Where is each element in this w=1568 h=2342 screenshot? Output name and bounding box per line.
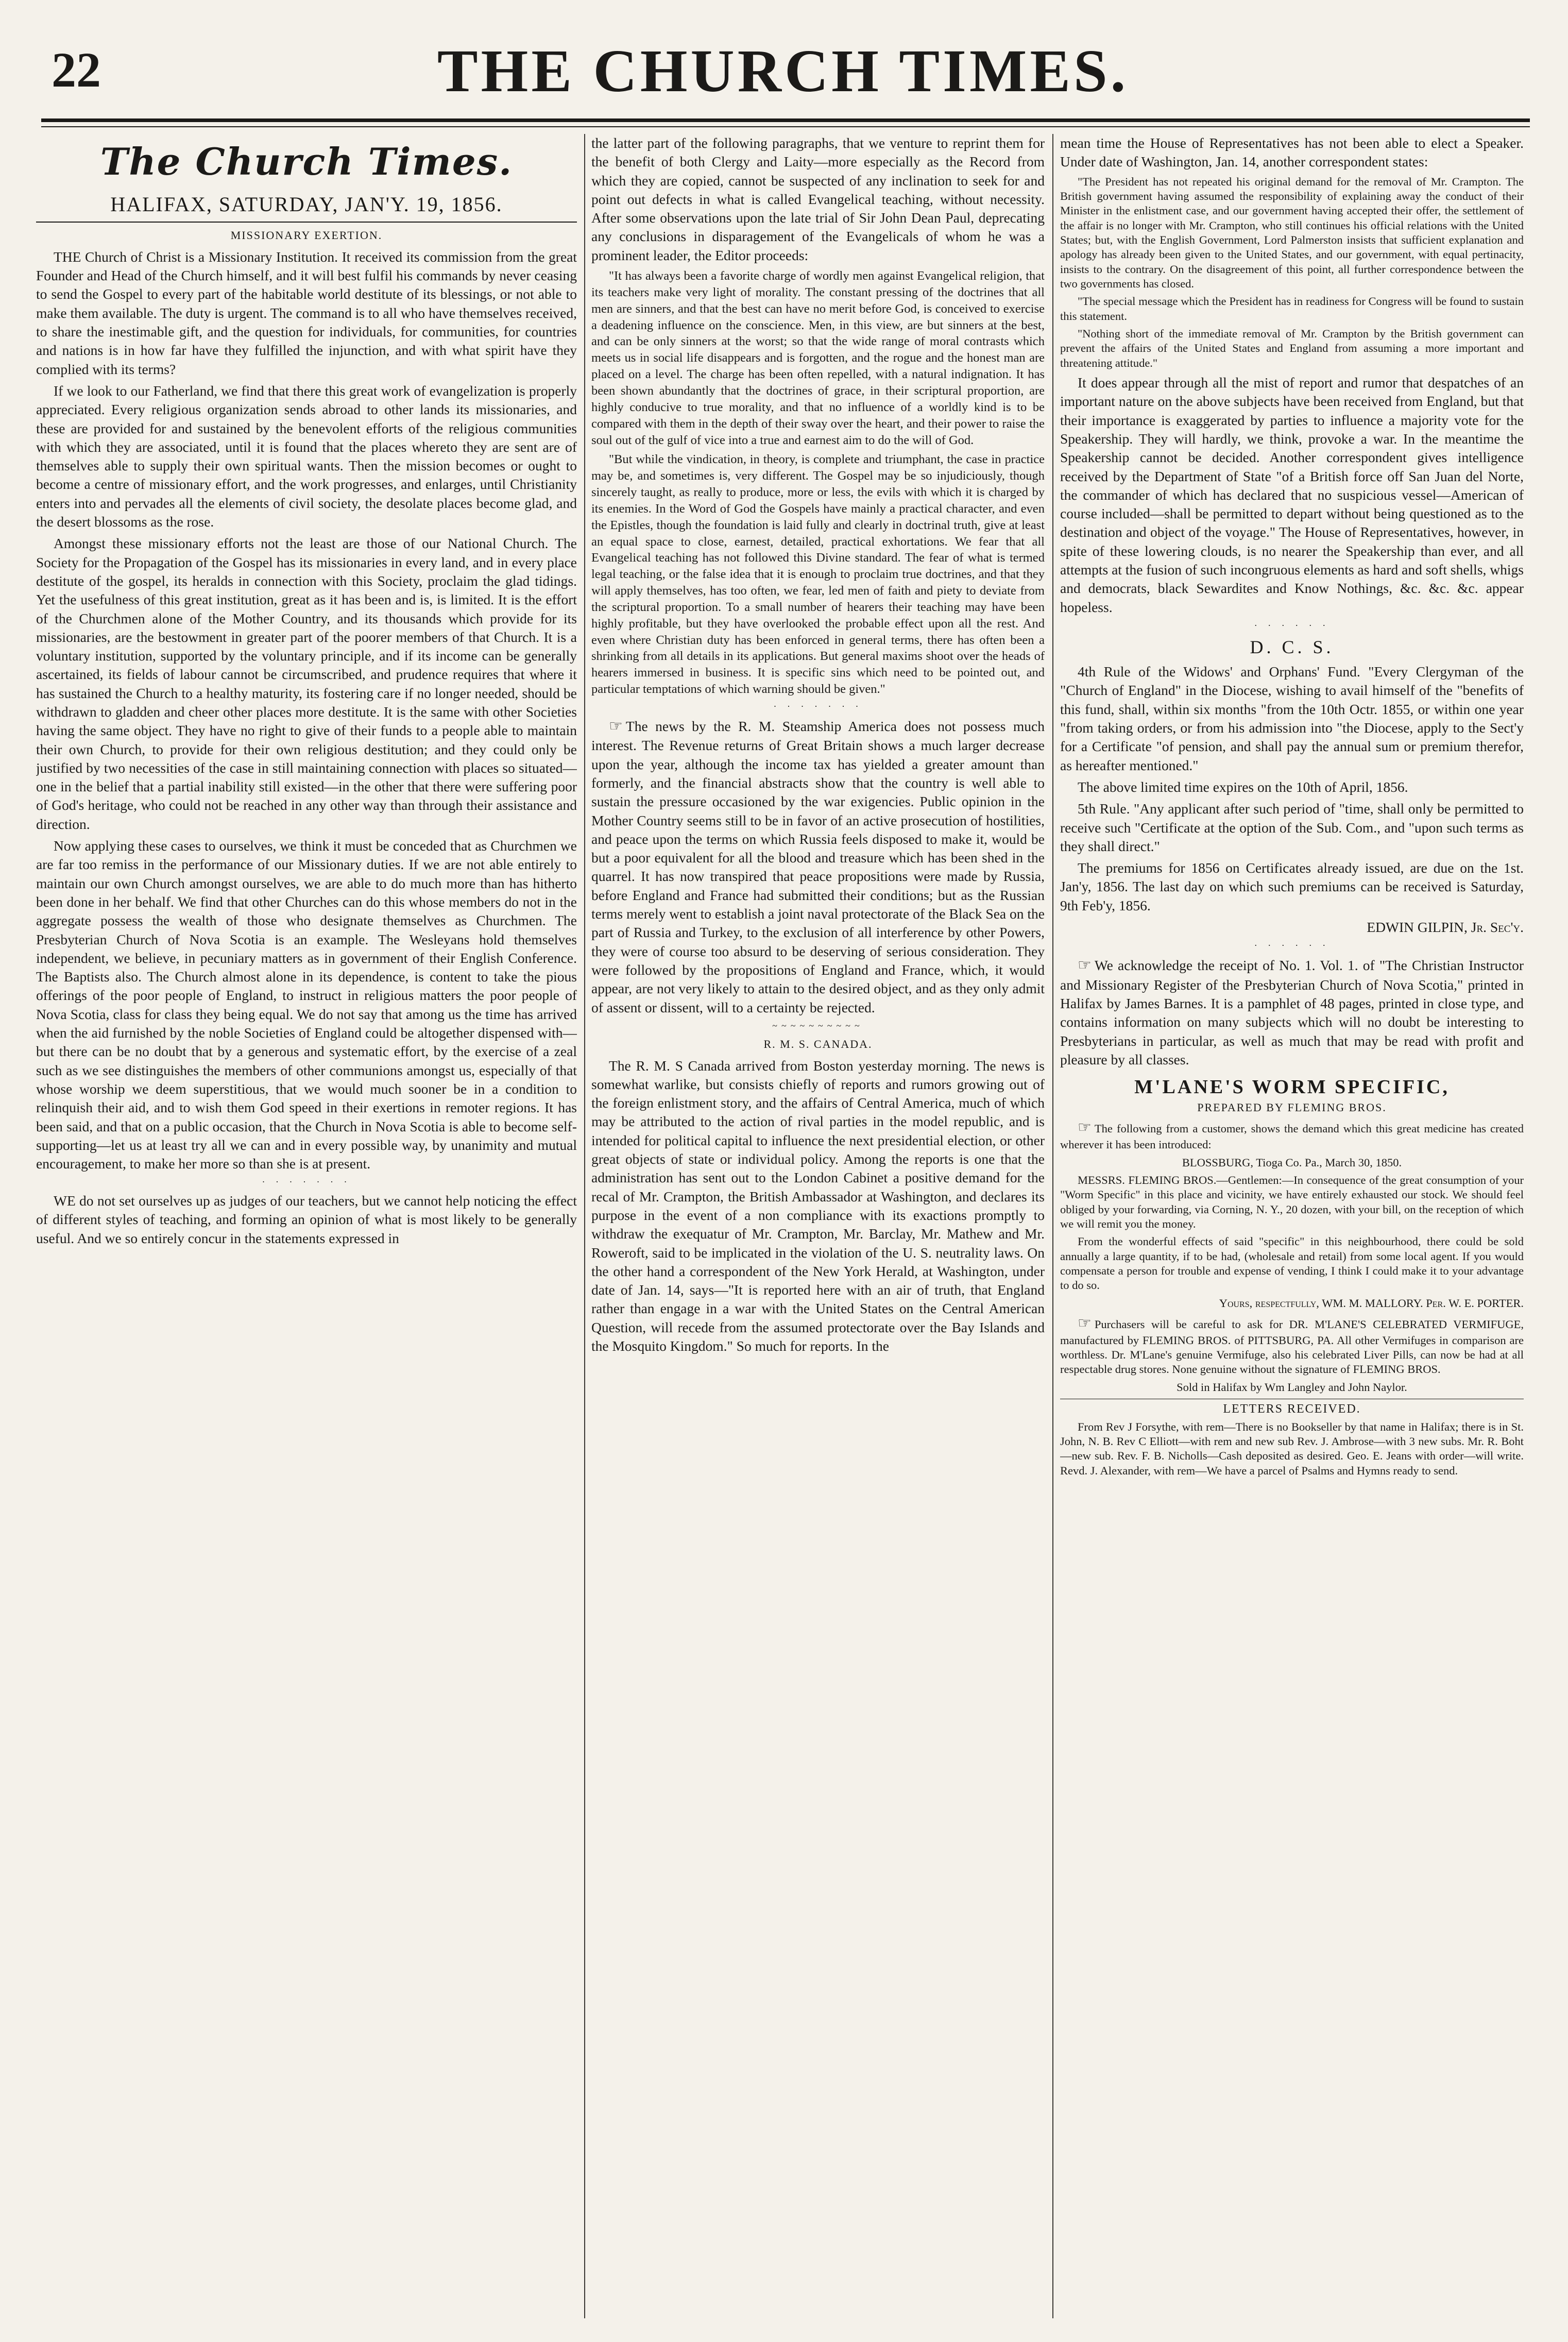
article-paragraph: Amongst these missionary efforts not the least are those of our National Church. The Society for the Propagation of the Gospel has its missionaries in every land, and in every place destitute of the gospel, its heralds in connection with this Society, proclaim the glad tidings. Yet the usefulness of this great institution, great as it has been and is, is limited. It is the effort of the Churchmen alone of the Mother Country, and its thousands which provide for its missionaries, are the bestowment in greater part of the poorer members of that Church. It is a voluntary institution, supported by the voluntary principle, and if its income can be generally ascertained, its fields of labour cannot be circumscribed, and prudence requires that where it has sustained the Church to a healthy maturity, its fostering care if no longer needed, should be withdrawn to gladden and cheer other places more destitute. It is the same with other Societies having the same object. They have no right to give of their funds to a people able to maintain their own Church, to provide for their own religious destitution; and they could only be justified by two necessities of the case in still maintaining connection with places so situated—one in the belief that a partial inability still existed—in the other that there were suffering poor of God's heritage, who could not be reached in any other way than through their assistance and direction. bbox=[36, 535, 577, 832]
ad-signature: Yours, respectfully, WM. M. MALLORY. Per. W. E. PORTER. bbox=[1219, 1296, 1524, 1310]
notice-paragraph: 5th Rule. "Any applicant after such period of "time, shall only be permitted to receive such "Certificate at the option of the Sub. Com., and "upon such terms as they shall direct." bbox=[1060, 801, 1524, 854]
ad-text: Purchasers will be careful to ask for DR. M'LANE'S CELEBRATED VERMIFUGE, manufactured by FLEMING BROS. of PITTSBURG, PA. All other Vermifuges in comparison are worthless. Dr. M'Lane's genuine Vermifuge, also his celebrated Liver Pills, can now be had at all respectable drug stores. None genuine without the signature of FLEMING BROS. bbox=[1060, 1317, 1524, 1376]
section-divider: · · · · · · bbox=[1254, 620, 1330, 631]
notice-paragraph: The above limited time expires on the 10th of April, 1856. bbox=[1078, 778, 1408, 795]
column-left bbox=[36, 134, 577, 2318]
advertisement-title: M'LANE'S WORM SPECIFIC, bbox=[1134, 1076, 1450, 1098]
section-divider: · · · · · · · bbox=[773, 701, 863, 712]
notice-text: We acknowledge the receipt of No. 1. Vol. 1. of "The Christian Instructor and Missionary Register of the Presbyterian Church of Nova Scotia," printed in Halifax by James Barnes. It is a pamphlet of 48 pages, printed in close type, and contains information on many subjects which will no doubt be interesting to Presbyterians in particular, as well as much that may be read with profit and pleasure by all classes. bbox=[1060, 957, 1524, 1067]
quoted-paragraph: "Nothing short of the immediate removal of Mr. Crampton by the British government can prevent the affairs of the United States and England from assuming a more important and threatening attitude." bbox=[1060, 327, 1524, 369]
ad-paragraph: Sold in Halifax by Wm Langley and John Naylor. bbox=[1177, 1380, 1407, 1394]
column-right bbox=[1060, 134, 1524, 2318]
article-paragraph: THE Church of Christ is a Missionary Institution. It received its commission from the great Founder and Head of the Church himself, and it will best fulfil his commands by never ceasing to send the Gospel to every part of the habitable world destitute of its blessings, or not able to make them available. The duty is urgent. The command is to all who have themselves received, to share the inestimable gift, and the question for individuals, for communities, for countries and nations is in how far have they fulfilled the injunction, and with what spirit have they complied with its terms? bbox=[36, 248, 577, 377]
section-divider: ~~~~~~~~~~ bbox=[772, 1020, 864, 1031]
header-rule bbox=[41, 118, 1530, 127]
article-paragraph: If we look to our Fatherland, we find that there this great work of evangelization is properly appreciated. Every religious organization sends abroad to other lands its missionaries, and these are provided for and sustained by the benevolent efforts of the religious communities with which they are associated, until it is found that the places whereto they are sent are of themselves able to supply their own spiritual wants. Then the mission becomes or ought to become a centre of missionary effort, and the work progresses, and enlarges, until Christianity enters into and pervades all the elements of civil society, the desolate places become glad, and the desert blossoms as the rose. bbox=[36, 382, 577, 530]
section-divider: · · · · · · · bbox=[262, 1177, 351, 1187]
news-text: The news by the R. M. Steamship America does not possess much interest. The Revenue returns of Great Britain shows a much larger decrease upon the year, although the income tax has yielded a greater amount than formerly, and the financial abstracts show that the country is well able to sustain the pressure occasioned by the war exigencies. Public opinion in the Mother Country seems still to be in favor of an active prosecution of hostilities, and peace upon the terms on which Russia feels disposed to make it, would be but a poor equivalent for all the blood and treasure which has been shed in the quarrel. It has now transpired that peace propositions were made by Russia, before England and France had submitted their conditions; but as the Russian terms merely went to establish a joint naval protectorate of the Black Sea on the part of Russia and Turkey, to the exclusion of all interference by other Powers, they were of course too absurd to be deserving of serious consideration. They were followed by the propositions of England and France, which, it would appear, are not very likely to attain to the desired object, and as they only admit of assent or dissent, will to a certainty be rejected. bbox=[591, 718, 1045, 1015]
ad-paragraph bbox=[1060, 1314, 1524, 1377]
quoted-paragraph: "It has always been a favorite charge of wordly men against Evangelical religion, that its teachers make very light of morality. The constant pressing of the doctrines that all men are sinners, and that the best can have no merit before God, is conceived to exercise a deadening influence on the conscience. Men, in this view, are but sinners at the best, and can be only sinners at the worst; so that the wide range of moral contrasts which meets us in social life disappears and is forgotten, and the rogue and the honest man are placed on a level. The charge has been often repelled, with a natural indignation. It has been shown abundantly that the doctrines of grace, in their scriptural proportion, are highly conducive to true morality, and that no influence of a worldly kind is to be compared with them in the depth of their sway over the heart, and their power to raise the soul out of the gulf of vice into a true and earnest aim to do the will of God. bbox=[591, 269, 1045, 447]
quoted-paragraph: "But while the vindication, in theory, is complete and triumphant, the case in practice may be, and sometimes is, very different. The Gospel may be so injudiciously, though sincerely taught, as really to produce, more or less, the evils with which it is charged by its enemies. In the Word of God the Gospels have mainly a practical character, and even the Epistles, though the foundation is laid fully and clearly in doctrinal truth, give at least an equal space to close, earnest, detailed, practical exhortations. We fear that all Evangelical teaching has not followed this Divine standard. The fear of what is termed legal teaching, or the false idea that it is enough to proclaim true doctrines, and that they will apply themselves, has too often, we fear, led men of faith and piety to deviate from the scriptural proportion. To a small number of hearers their teaching may have been highly profitable, but they have overlooked the probable effect upon all the rest. And even where Christian duty has been enforced in general terms, there has often been a shrinking from all details in its applications. But general maxims shoot over the heads of hearers immersed in business. It is specific sins which need to be pointed out, and particular temptations of which warning should be given." bbox=[591, 452, 1045, 697]
section-divider: · · · · · · bbox=[1254, 940, 1330, 951]
signature: EDWIN GILPIN, Jr. Sec'y. bbox=[1367, 919, 1524, 936]
notice-paragraph: The premiums for 1856 on Certificates already issued, are due on the 1st. Jan'y, 1856. The last day on which such premiums can be received is Saturday, 9th Feb'y, 1856. bbox=[1060, 860, 1524, 913]
ad-paragraph: From the wonderful effects of said "specific" in this neighbourhood, there could be sold annually a large quantity, if to be had, (wholesale and retail) from some local agent. If you would compensate a person for trouble and expense of vending, I think I could make it to your advantage to do so. bbox=[1060, 1235, 1524, 1292]
column-middle bbox=[591, 134, 1045, 2318]
section-title-canada: R. M. S. CANADA. bbox=[763, 1037, 873, 1050]
column-divider bbox=[1052, 134, 1053, 2318]
article-paragraph: the latter part of the following paragraphs, that we venture to reprint them for the benefit of both Clergy and Laity—more especially as the Record from which they are copied, cannot be suspected of any inclination to seek for and point out defects in what is called Evangelical teaching, without necessity. After some observations upon the late trial of Sir John Dean Paul, deprecating any conclusions in disparagement of the Evangelicals of whom he was a prominent leader, the Editor proceeds: bbox=[591, 135, 1045, 263]
news-paragraph bbox=[591, 716, 1045, 1017]
notice-paragraph: 4th Rule of the Widows' and Orphans' Fund. "Every Clergyman of the "Church of England" in the Diocese, wishing to avail himself of the "benefits of this fund, shall, within six months "from the 10th Octr. 1855, or within one year "from taking orders, or from his admission into "the Diocese, apply to the Sect'y for a Certificate "of pension, and shall pay the annual sum or premium therefor, as hereafter mentioned." bbox=[1060, 664, 1524, 773]
section-title-missionary: MISSIONARY EXERTION. bbox=[230, 228, 383, 242]
newspaper-banner: The Church Times. bbox=[100, 140, 513, 183]
letters-paragraph: From Rev J Forsythe, with rem—There is no Bookseller by that name in Halifax; there is in St. John, N. B. Rev C Elliott—with rem and new sub Rev. J. Ambrose—with 3 new subs. Mr. R. Boht—new sub. Rev. F. B. Nicholls—Cash deposited as desired. Geo. E. Jeans with order—will write. Revd. J. Alexander, with rem—We have a parcel of Psalms and Hymns ready to send. bbox=[1060, 1420, 1524, 1477]
section-title-letters: LETTERS RECEIVED. bbox=[1060, 1399, 1524, 1418]
masthead-title: THE CHURCH TIMES. bbox=[437, 37, 1129, 105]
ad-paragraph bbox=[1060, 1118, 1524, 1152]
article-paragraph: It does appear through all the mist of report and rumor that despatches of an important nature on the above subjects have been received from England, but that their importance is exaggerated by parties to influence a majority vote for the Speakership. They will hardly, we think, provoke a war. In the meantime the Speakership cannot be decided. Another correspondent gives intelligence received by the Department of State "of a British force off San Juan del Norte, the commander of which has declared that no suspicious vessel—American of course included—shall be permitted to depart without being questioned as to the destination and object of the voyage." The House of Representatives, however, in spite of these lowering clouds, is no nearer the Speakership than ever, and all attempts at the fusion of such incongruous elements as hard and soft shells, whigs and democrats, black Sewardites and Know Nothings, &c. &c. &c. appear hopeless. bbox=[1060, 375, 1524, 615]
page-header bbox=[41, 36, 1525, 113]
page-number: 22 bbox=[52, 42, 101, 97]
article-paragraph: Now applying these cases to ourselves, we think it must be conceded that as Churchmen we are far too remiss in the performance of our Missionary duties. If we are not able entirely to maintain our own Church amongst ourselves, we are able to do much more than has hitherto been done in her behalf. We find that other Churches can do this whose members do not in the aggregate possess the wealth of those who designate themselves as Churchmen. The Presbyterian Church of Nova Scotia is an example. The Wesleyans hold themselves independent, we believe, in pecuniary matters as in government of their English Conference. The Baptists also. The Church almost alone in its dependence, is content to take the pious offerings of the poor people of England, to instruct in religious matters the poor people of Nova Scotia, class for class they being equal. We do not say that among us the time has arrived when the aid furnished by the noble Societies of England could be altogether dispensed with—but there can be no doubt that by a generous and systematic effort, by the exercise of a zeal such as we see distinguishes the members of other communions amongst us, especially of that whose worship we deem superstitious, that we would much sooner be in a condition to relinquish their aid, and to wish them God speed in their exertions in remoter regions. It has been said, and that on a public occasion, that the Church in Nova Scotia is able to become self-supporting—let us at least try all we can and in every possible way, by unanimity and mutual encouragement, to make her more so than she is at present. bbox=[36, 838, 577, 1172]
pointing-hand-icon: ☞ bbox=[1078, 957, 1092, 974]
advertisement-subtitle: PREPARED BY FLEMING BROS. bbox=[1197, 1101, 1387, 1114]
section-title-dcs: D. C. S. bbox=[1250, 636, 1334, 657]
quoted-paragraph: "The special message which the President has in readiness for Congress will be found to sustain this statement. bbox=[1060, 295, 1524, 323]
article-paragraph: WE do not set ourselves up as judges of our teachers, but we cannot help noticing the effect of different styles of teaching, and forming an opinion of what is most likely to be generally useful. And we so entirely concur in the statements expressed in bbox=[36, 1193, 577, 1246]
notice-paragraph bbox=[1060, 955, 1524, 1069]
ad-text: The following from a customer, shows the demand which this great medicine has created wherever it has been introduced: bbox=[1060, 1122, 1524, 1151]
pointing-hand-icon: ☞ bbox=[1078, 1119, 1092, 1136]
ad-dateline: BLOSSBURG, Tioga Co. Pa., March 30, 1850. bbox=[1182, 1156, 1402, 1169]
column-divider bbox=[584, 134, 585, 2318]
article-paragraph: mean time the House of Representatives has not been able to elect a Speaker. Under date of Washington, Jan. 14, another correspondent states: bbox=[1060, 135, 1524, 170]
article-paragraph: The R. M. S Canada arrived from Boston yesterday morning. The news is somewhat warlike, but consists chiefly of reports and rumors growing out of the foreign enlistment story, and the affairs of Central America, much of which may be attributed to the action of rival parties in the model republic, and is intended for political capital to influence the next presidential election, or other great objects of state or individual policy. Among the reports is one that the administration has sent out to the London Cabinet a positive demand for the recal of Mr. Crampton, the British Ambassador at Washington, and declares its purpose in the event of a non compliance with its exactions promptly to withdraw the exequatur of Mr. Crampton, Mr. Barclay, Mr. Mathew and Mr. Roweroft, said to be implicated in the violation of the U. S. neutrality laws. On the other hand a correspondent of the New York Herald, at Washington, under date of Jan. 14, says—"It is reported here with an air of truth, that England rather than engage in a war with the United States on the Central American Question, will recede from the assumed protectorate over the Bay Islands and the Mosquito Kingdom." So much for reports. In the bbox=[591, 1057, 1045, 1354]
pointing-hand-icon: ☞ bbox=[1078, 1314, 1092, 1332]
ad-paragraph: MESSRS. FLEMING BROS.—Gentlemen:—In consequence of the great consumption of your "Worm Specific" in this place and vicinity, we have entirely exhausted our stock. We should feel obliged by your forwarding, via Corning, N. Y., 20 dozen, with your bill, on the reception of which we will remit you the money. bbox=[1060, 1173, 1524, 1230]
dateline: HALIFAX, SATURDAY, JAN'Y. 19, 1856. bbox=[36, 191, 577, 223]
pointing-hand-icon: ☞ bbox=[609, 717, 623, 735]
quoted-paragraph: "The President has not repeated his original demand for the removal of Mr. Crampton. The British government having assumed the responsibility of explaining away the conduct of their Minister in the enlistment case, and our government having accepted their offer, the settlement of the affair is no longer with Mr. Crampton, who still continues his official relations with the United States; but, with the English Government, Lord Palmerston insists that sufficient explanation and apology has already been given to the United States, and our government, with equal pertinacity, insists to the contrary. On the disagreement of this point, all further correspondence between the two governments has closed. bbox=[1060, 175, 1524, 290]
